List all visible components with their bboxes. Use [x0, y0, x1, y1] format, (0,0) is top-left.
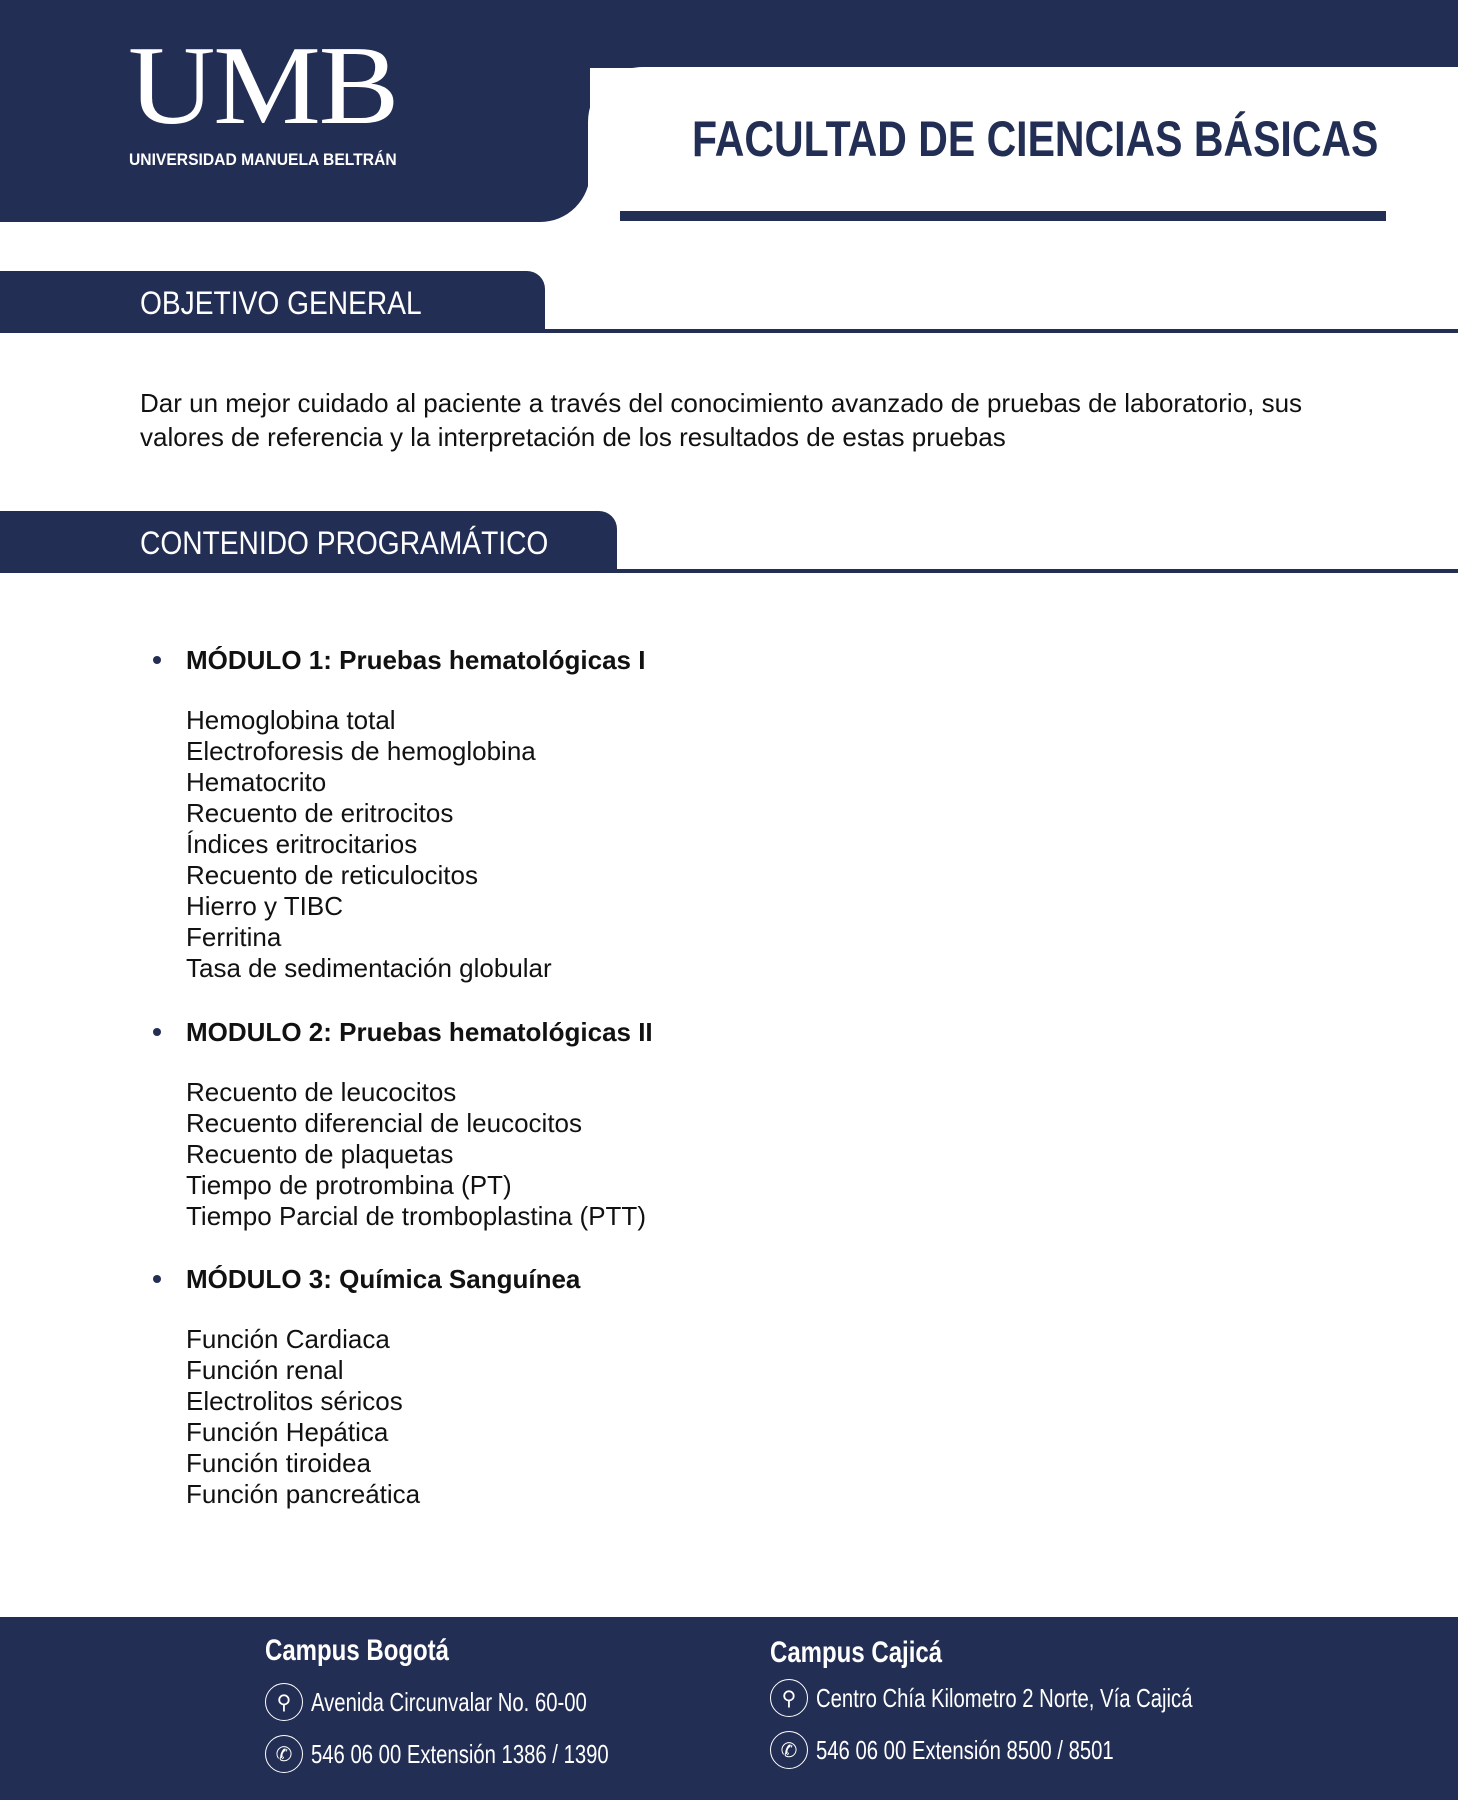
list-item: Recuento diferencial de leucocitos — [186, 1108, 583, 1138]
content-heading: CONTENIDO PROGRAMÁTICO — [140, 525, 549, 561]
bullet-icon — [153, 1275, 161, 1283]
module-1 — [140, 643, 645, 984]
bullet-icon — [153, 1028, 161, 1036]
bullet-icon — [153, 656, 161, 664]
list-item: Tiempo de protrombina (PT) — [186, 1170, 512, 1200]
campus-cajica — [770, 1635, 1299, 1769]
location-pin-icon: ⚲ — [770, 1679, 808, 1717]
list-item: Hematocrito — [186, 767, 327, 797]
list-item: Hemoglobina total — [186, 705, 396, 735]
logo-subtitle: UNIVERSIDAD MANUELA BELTRÁN — [129, 150, 397, 169]
title-underline — [620, 211, 1386, 221]
list-item: Recuento de leucocitos — [186, 1077, 457, 1107]
list-item: Recuento de reticulocitos — [186, 860, 478, 890]
module-3 — [140, 1262, 580, 1510]
list-item: Función pancreática — [186, 1479, 421, 1509]
list-item: Función Cardiaca — [186, 1324, 390, 1354]
footer — [0, 1617, 1458, 1800]
list-item: Función tiroidea — [186, 1448, 371, 1478]
list-item: Electrolitos séricos — [186, 1386, 403, 1416]
list-item: Índices eritrocitarios — [186, 829, 418, 859]
campus-name: Campus Bogotá — [265, 1634, 450, 1667]
list-item: Hierro y TIBC — [186, 891, 343, 921]
list-item: Función renal — [186, 1355, 344, 1385]
objective-heading: OBJETIVO GENERAL — [140, 285, 422, 321]
list-item: Recuento de plaquetas — [186, 1139, 454, 1169]
module-title: MÓDULO 3: Química Sanguínea — [186, 1264, 581, 1294]
objective-text: Dar un mejor cuidado al paciente a través del conocimiento avanzado de pruebas de laboratorio, sus valores de referencia y la interpretación de los resultados de estas pruebas — [140, 388, 1303, 452]
campus-phone: 546 06 00 Extensión 1386 / 1390 — [311, 1739, 609, 1769]
campus-phone: 546 06 00 Extensión 8500 / 8501 — [816, 1735, 1114, 1765]
list-item: Función Hepática — [186, 1417, 389, 1447]
faculty-title: FACULTAD DE CIENCIAS BÁSICAS — [692, 111, 1379, 167]
list-item: Electroforesis de hemoglobina — [186, 736, 536, 766]
module-title: MÓDULO 1: Pruebas hematológicas I — [186, 645, 646, 675]
campus-bogota — [265, 1633, 693, 1773]
campus-name: Campus Cajicá — [770, 1636, 943, 1669]
phone-icon: ✆ — [770, 1731, 808, 1769]
campus-address: Avenida Circunvalar No. 60-00 — [311, 1687, 587, 1717]
phone-icon: ✆ — [265, 1735, 303, 1773]
location-pin-icon: ⚲ — [265, 1683, 303, 1721]
module-2 — [140, 1015, 653, 1232]
module-title: MODULO 2: Pruebas hematológicas II — [186, 1017, 653, 1047]
list-item: Tasa de sedimentación globular — [186, 953, 552, 983]
list-item: Ferritina — [186, 922, 282, 952]
campus-address: Centro Chía Kilometro 2 Norte, Vía Cajicá — [816, 1683, 1193, 1713]
list-item: Tiempo Parcial de tromboplastina (PTT) — [186, 1201, 646, 1231]
umb-logo: UMB — [128, 24, 398, 148]
list-item: Recuento de eritrocitos — [186, 798, 454, 828]
